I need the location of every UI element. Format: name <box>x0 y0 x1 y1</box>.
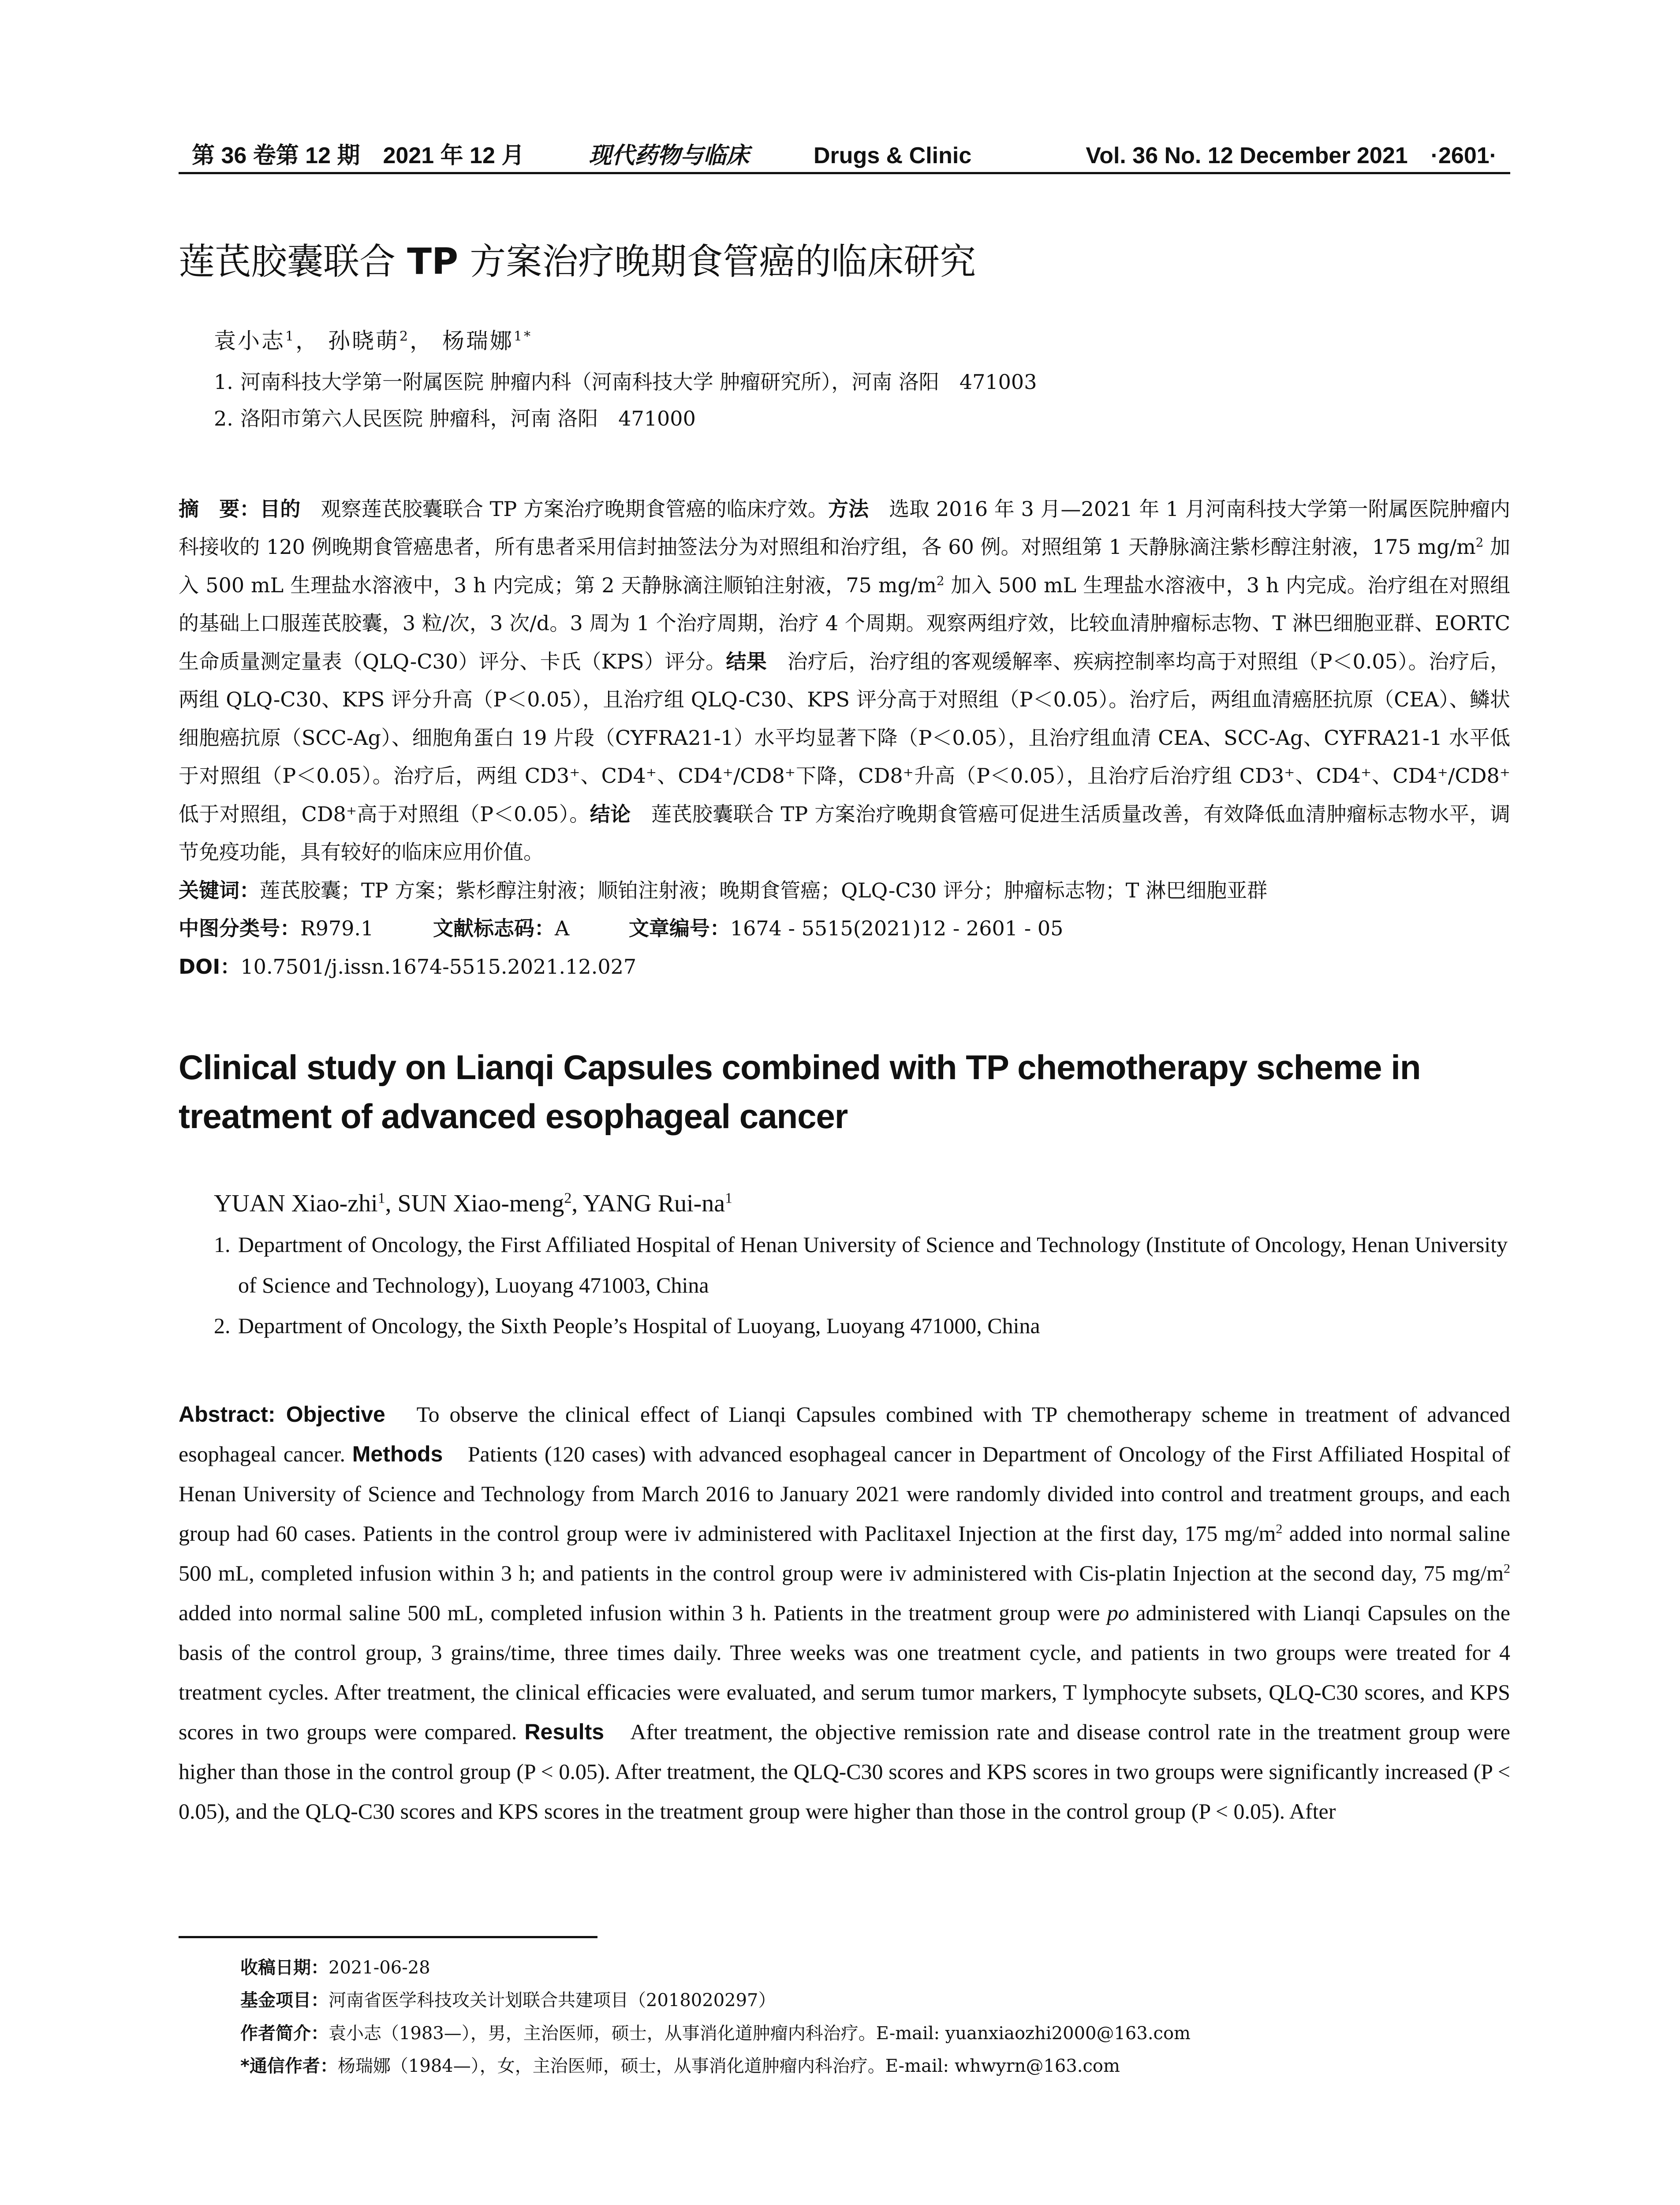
author-name: SUN Xiao-meng <box>397 1189 564 1217</box>
abstract-cn: 摘 要：目的 观察莲芪胶囊联合 TP 方案治疗晚期食管癌的临床疗效。方法 选取 2016 年 3 月—2021 年 1 月河南科技大学第一附属医院肿瘤内科接收的 120 例晚期食管癌患者，所有患者采用信封抽签法分为对照组和治疗组，各 60 例。对照组第 1 天静脉滴注紫杉醇注射液，175 $mg/m^2$ 加入 500 mL 生理盐水溶液中，3 h 内完成；第 2 天静脉滴注顺铂注射液，75 $mg/m^2$ 加入 500 mL 生理盐水溶液中，3 h 内完成。治疗组在对照组的基础上口服莲芪胶囊，3 粒/次，3 次/d。3 周为 1 个治疗周期，治疗 4 个周期。观察两组疗效，比较血清肿瘤标志物、T 淋巴细胞亚群、EORTC 生命质量测定量表（QLQ-C30）评分、卡氏（KPS）评分。结果 治疗后，治疗组的客观缓解率、疾病控制率均高于对照组（P＜0.05）。治疗后，两组 QLQ-C30、KPS 评分升高（P＜0.05），且治疗组 QLQ-C30、KPS 评分高于对照组（P＜0.05）。治疗后，两组血清癌胚抗原（CEA）、鳞状细胞癌抗原（SCC-Ag）、细胞角蛋白 19 片段（CYFRA21-1）水平均显著下降（P＜0.05），且治疗组血清 CEA、SCC-Ag、CYFRA21-1 水平低于对照组（P＜0.05）。治疗后，两组 CD3⁺、CD4⁺、CD4⁺/CD8⁺下降，CD8⁺升高（P＜0.05），且治疗后治疗组 CD3⁺、CD4⁺、CD4⁺/CD8⁺低于对照组，CD8⁺高于对照组（P＜0.05）。结论 莲芪胶囊联合 TP 方案治疗晚期食管癌可促进生活质量改善，有效降低血清肿瘤标志物水平，调节免疫功能，具有较好的临床应用价值。 <box>179 497 1511 864</box>
title-en: Clinical study on Lianqi Capsules combined with TP chemotherapy scheme in treatment of advanced esophageal cancer <box>179 1048 1421 1136</box>
footnote-funding: 基金项目：河南省医学科技攻关计划联合共建项目（2018020297） <box>240 1990 776 2011</box>
paper-page <box>179 137 1510 1831</box>
doi-line: DOI：10.7501/j.issn.1674-5515.2021.12.027 <box>179 954 637 979</box>
classification-line: 中图分类号：R979.1 文献标志码：A 文章编号：1674 - 5515(2021)12 - 2601 - 05 <box>179 916 1064 941</box>
clc-number: R979.1 <box>300 916 374 941</box>
author-name: 袁小志 <box>214 328 285 354</box>
footnotes <box>240 1951 1510 2083</box>
document-code: A <box>554 916 570 941</box>
affiliations-en <box>179 1224 1510 1346</box>
journal-name-en: Drugs & Clinic <box>814 143 972 168</box>
footnote-received: 收稿日期：2021-06-28 <box>240 1958 430 1978</box>
running-head <box>179 137 1510 174</box>
abstract-en: Abstract: Objective To observe the clinical effect of Lianqi Capsules combined with TP chemotherapy scheme in treatment of advanced esophageal cancer. Methods Patients (120 cases) with advanced esophageal cancer in Department of Oncology of the First Affiliated Hospital of Henan University of Science and Technology from March 2016 to January 2021 were randomly divided into control and treatment groups, and each group had 60 cases. Patients in the control group were iv administered with Paclitaxel Injection at the first day, 175 $mg/m^2$ added into normal saline 500 mL, completed infusion within 3 h; and patients in the control group were iv administered with Cis-platin Injection at the second day, 75 $mg/m^2$ added into normal saline 500 mL, completed infusion within 3 h. Patients in the treatment group were po administered with Lianqi Capsules on the basis of the control group, 3 grains/time, three times daily. Three weeks was one treatment cycle, and patients in two groups were treated for 4 treatment cycles. After treatment, the clinical efficacies were evaluated, and serum tumor markers, T lymphocyte subsets, QLQ-C30 scores, and KPS scores in two groups were compared. Results After treatment, the objective remission rate and disease control rate in the treatment group were higher than those in the control group (P < 0.05). After treatment, the QLQ-C30 scores and KPS scores in two groups were significantly increased (P < 0.05), and the QLQ-C30 scores and KPS scores in the treatment group were higher than those in the control group (P < 0.05). After <box>179 1401 1511 1824</box>
article-number: 1674 - 5515(2021)12 - 2601 - 05 <box>730 916 1064 941</box>
issue-info-cn: 第 36 卷第 12 期 2021 年 12 月 <box>192 143 525 168</box>
issue-info-en: Vol. 36 No. 12 December 2021 ·2601· <box>1086 143 1497 168</box>
affiliation-item: 1. 河南科技大学第一附属医院 肿瘤内科（河南科技大学 肿瘤研究所），河南 洛阳 471003 <box>214 370 1037 394</box>
footnote-corresponding: *通信作者：杨瑞娜（1984—），女，主治医师，硕士，从事消化道肿瘤内科治疗。E-mail: whwyrn@163.com <box>240 2056 1120 2077</box>
author-name: YUAN Xiao-zhi <box>214 1189 378 1217</box>
affiliation-item: 2. Department of Oncology, the Sixth People’s Hospital of Luoyang, Luoyang 471000, China <box>214 1313 1040 1338</box>
affiliations-cn <box>179 364 1510 437</box>
footnote-divider <box>179 1936 597 1938</box>
authors-cn: 袁小志$^1$， 孙晓萌$^2$， 杨瑞娜$^{1*}$ <box>214 328 533 354</box>
author-name: YANG Rui-na <box>583 1189 725 1217</box>
affiliation-item: 1. Department of Oncology, the First Affiliated Hospital of Henan University of Science and Technology (Institute of Oncology, Henan University of Science and Technology), Luoyang 471003, China <box>214 1232 1508 1297</box>
journal-name-cn: 现代药物与临床 <box>589 142 750 169</box>
footnote-author-bio: 作者简介：袁小志（1983—），男，主治医师，硕士，从事消化道肿瘤内科治疗。E-mail: yuanxiaozhi2000@163.com <box>240 2023 1191 2044</box>
title-cn: 莲芪胶囊联合 TP 方案治疗晚期食管癌的临床研究 <box>179 241 976 283</box>
affiliation-item: 2. 洛阳市第六人民医院 肿瘤科，河南 洛阳 471000 <box>214 407 696 431</box>
keywords-cn: 关键词：莲芪胶囊；TP 方案；紫杉醇注射液；顺铂注射液；晚期食管癌；QLQ-C30 评分；肿瘤标志物；T 淋巴细胞亚群 <box>179 878 1268 902</box>
author-name: 孙晓萌 <box>328 328 399 354</box>
authors-en: YUAN Xiao-zhi$^1$, SUN Xiao-meng$^2$, YANG Rui-$na^1$ <box>214 1189 732 1217</box>
author-name: 杨瑞娜 <box>442 328 514 354</box>
doi-link[interactable]: 10.7501/j.issn.1674-5515.2021.12.027 <box>240 954 637 979</box>
